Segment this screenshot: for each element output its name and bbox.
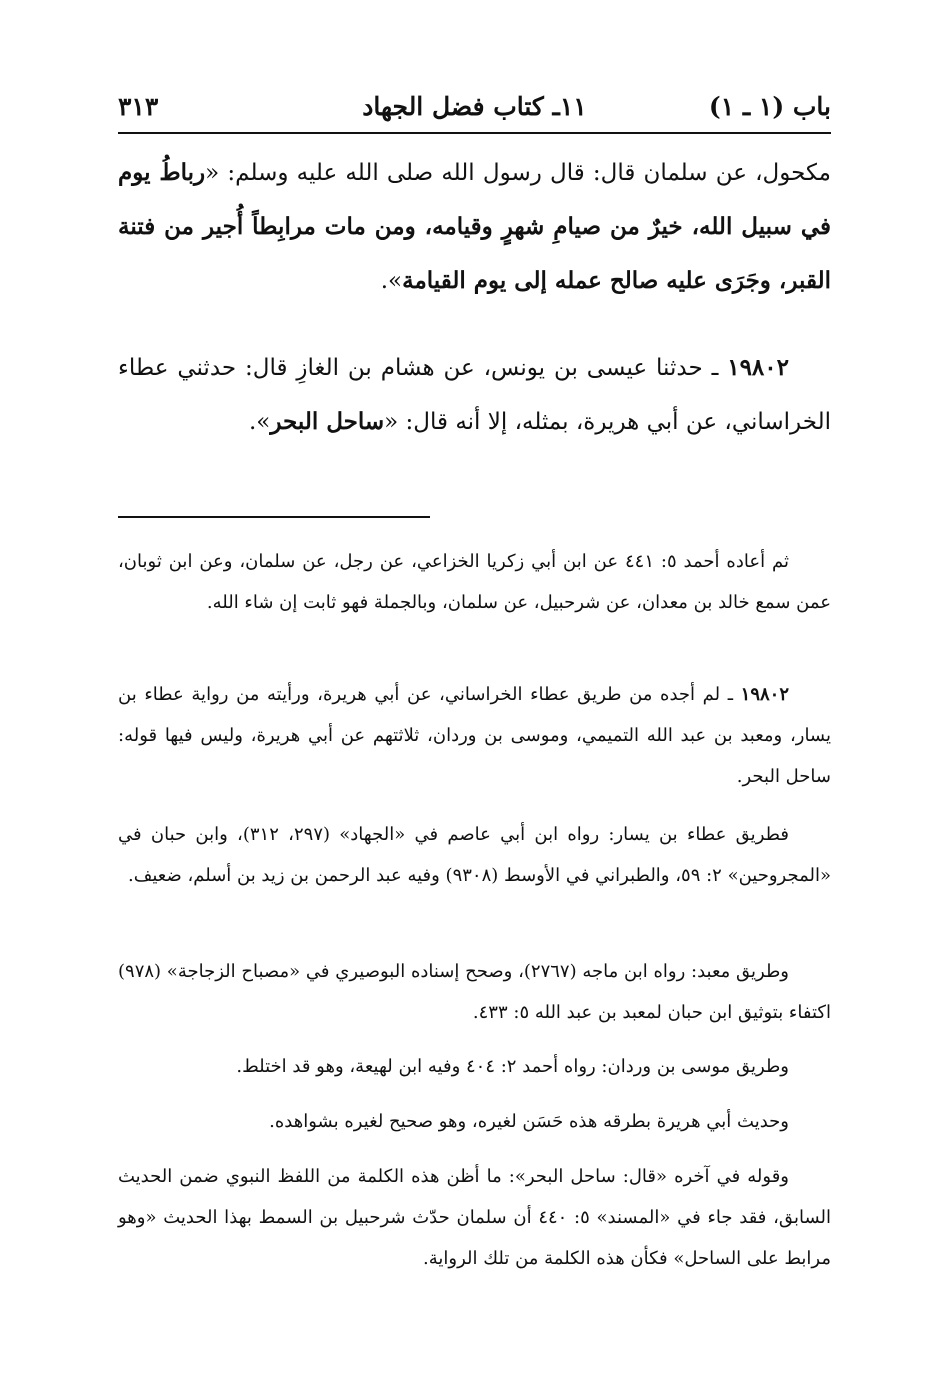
hadith-text: ـ حدثنا عيسى بن يونس، عن هشام بن الغازِ قال: حدثني عطاء الخراساني، عن أبي هريرة، بمثله، إلا أنه قال: «	[118, 355, 831, 435]
hadith-continuation	[118, 146, 831, 308]
footnote-text: وطريق موسى بن وردان: رواه أحمد ٢: ٤٠٤ وفيه ابن لهيعة، وهو قد اختلط.	[236, 1056, 789, 1077]
hadith-19802	[118, 341, 831, 449]
footnote-mabad-path	[118, 951, 831, 1033]
footnote-text: فطريق عطاء بن يسار: رواه ابن أبي عاصم في «الجهاد» (٢٩٧، ٣١٢)، وابن حبان في «المجروحين» ٢: ٥٩، والطبراني في الأوسط (٩٣٠٨) وفيه عبد الرحمن بن زيد بن أسلم، ضعيف.	[118, 824, 831, 886]
footnote-text: وحديث أبي هريرة بطرقه هذه حَسَن لغيره، وهو صحيح لغيره بشواهده.	[269, 1111, 789, 1132]
hadith-number: ١٩٨٠٢	[727, 354, 789, 381]
hadith-matn: رباطُ يوم في سبيل الله، خيرٌ من صيامِ شهرٍ وقيامه، ومن مات مرابِطاً أُجير من فتنة القبر، وجَرَى عليه صالح عمله إلى يوم القيامة	[118, 159, 831, 294]
page-number: ٣١٣	[118, 92, 159, 121]
book-title: ١١ـ كتاب فضل الجهاد	[362, 92, 587, 121]
hadith-intro: مكحول، عن سلمان قال: قال رسول الله صلى الله عليه وسلم: «	[205, 160, 831, 186]
footnote-separator	[118, 516, 430, 518]
footnote-19802	[118, 674, 831, 797]
footnote-sahil-note	[118, 1156, 831, 1279]
chapter-heading: باب (١ ـ ١)	[708, 92, 831, 121]
running-header	[118, 84, 831, 134]
hadith-close: ».	[380, 268, 403, 294]
hadith-matn: ساحل البحر	[270, 408, 385, 435]
footnote-text: وطريق معبد: رواه ابن ماجه (٢٧٦٧)، وصحح إسناده البوصيري في «مصباح الزجاجة» (٩٧٨) اكتفاء بتوثيق ابن حبان لمعبد بن عبد الله ٥: ٤٣٣.	[118, 961, 831, 1023]
hadith-close: ».	[248, 409, 271, 435]
footnote-grading	[118, 1101, 831, 1142]
footnote-text: وقوله في آخره «قال: ساحل البحر»: ما أظن هذه الكلمة من اللفظ النبوي ضمن الحديث السابق، فقد جاء في «المسند» ٥: ٤٤٠ أن سلمان حدّث شرحبيل بن السمط بهذا الحديث «وهو مرابط على الساحل» فكأن هذه الكلمة من تلك الرواية.	[118, 1166, 831, 1269]
footnote-ata-path	[118, 814, 831, 896]
footnote-text: ـ لم أجده من طريق عطاء الخراساني، عن أبي هريرة، ورأيته من رواية عطاء بن يسار، ومعبد بن عبد الله التميمي، وموسى بن وردان، ثلاثتهم عن أبي هريرة، وليس فيها قوله: ساحل البحر.	[118, 684, 831, 787]
footnote-continuation	[118, 541, 831, 623]
footnote-text: ثم أعاده أحمد ٥: ٤٤١ عن ابن أبي زكريا الخزاعي، عن رجل، عن سلمان، وعن ابن ثوبان، عمن سمع خالد بن معدان، عن شرحبيل، عن سلمان، وبالجملة فهو ثابت إن شاء الله.	[118, 551, 831, 613]
footnote-musa-path	[118, 1046, 831, 1087]
footnote-number: ١٩٨٠٢	[740, 684, 789, 705]
